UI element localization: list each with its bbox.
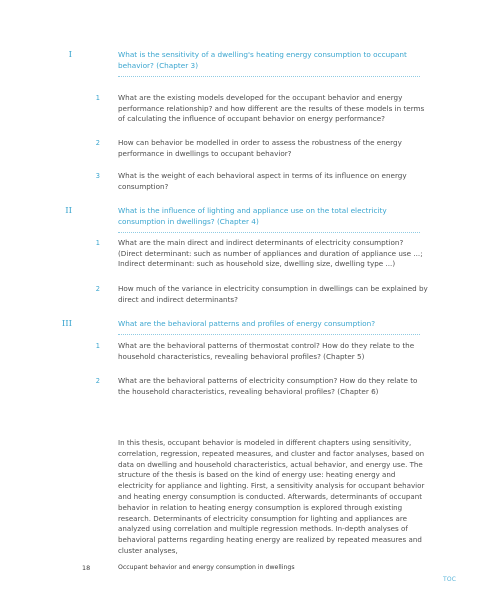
- question-number: 1: [95, 342, 100, 350]
- running-title: Occupant behavior and energy consumption in dwellings: [118, 564, 295, 571]
- question-text: What are the main direct and indirect determinants of electricity consumption? (Direct determinant: such as number of appliances and duration of appliance use ...; Indirect determinant: such as household size, dwelling size, dwelling type ...): [118, 238, 423, 269]
- question-number: 1: [95, 239, 100, 247]
- question-text: What is the weight of each behavioral aspect in terms of its influence on energy consumption?: [118, 171, 407, 191]
- question-text: How much of the variance in electricity consumption in dwellings can be explained by direct and indirect determinants?: [118, 284, 428, 304]
- body-paragraph: In this thesis, occupant behavior is modeled in different chapters using sensitivity, correlation, regression, repeated measures, and cluster and factor analyses, based on data on dwelling and household characteristics, actual behavior, and energy use. The structure of the thesis is based on the kind of energy use: heating energy and electricity for appliance and lighting. First, a sensitivity analysis for occupant behavior and heating energy consumption is conducted. Afterwards, determinants of occupant behavior in relation to heating energy consumption is explored through existing research. Determinants of electricity consumption for lighting and appliances are analyzed using correlation and multiple regression methods. In-depth analyses of behavioral patterns regarding heating energy are realized by repeated measures and cluster analyses,: [118, 438, 425, 555]
- question-number: 2: [95, 285, 100, 293]
- question-item: [95, 171, 428, 192]
- section-title: What is the influence of lighting and appliance use on the total electricity consumption in dwellings? (Chapter 4): [118, 206, 387, 226]
- section-1: [68, 50, 420, 77]
- page-number: 18: [82, 564, 91, 572]
- question-item: [95, 376, 428, 397]
- question-item: [95, 138, 428, 159]
- question-text: What are the behavioral patterns of thermostat control? How do they relate to the household characteristics, revealing behavioral profiles? (Chapter 5): [118, 341, 415, 361]
- section-2: [65, 206, 420, 233]
- question-number: 1: [95, 94, 100, 102]
- question-number: 3: [95, 172, 100, 180]
- section-title: What are the behavioral patterns and profiles of energy consumption?: [118, 319, 376, 328]
- section-3: [61, 319, 420, 335]
- section-numeral: II: [65, 206, 72, 216]
- section-title: What is the sensitivity of a dwelling's heating energy consumption to occupant behavior? (Chapter 3): [118, 50, 407, 70]
- question-number: 2: [95, 377, 100, 385]
- question-item: [95, 341, 428, 362]
- dotted-divider: [118, 76, 420, 77]
- question-text: What are the existing models developed for the occupant behavior and energy performance relationship? and how different are the results of these models in terms of calculating the influence of occupant behavior on energy performance?: [118, 93, 425, 124]
- question-text: What are the behavioral patterns of electricity consumption? How do they relate to the household characteristics, revealing behavioral profiles? (Chapter 6): [118, 376, 418, 396]
- question-item: [95, 93, 428, 125]
- question-text: How can behavior be modelled in order to assess the robustness of the energy performance in dwellings to occupant behavior?: [118, 138, 402, 158]
- question-number: 2: [95, 139, 100, 147]
- dotted-divider: [118, 334, 420, 335]
- question-item: [95, 238, 428, 270]
- section-numeral: III: [61, 319, 72, 329]
- section-numeral: I: [68, 50, 72, 60]
- dotted-divider: [118, 232, 420, 233]
- question-item: [95, 284, 428, 305]
- toc-link[interactable]: TOC: [443, 576, 457, 583]
